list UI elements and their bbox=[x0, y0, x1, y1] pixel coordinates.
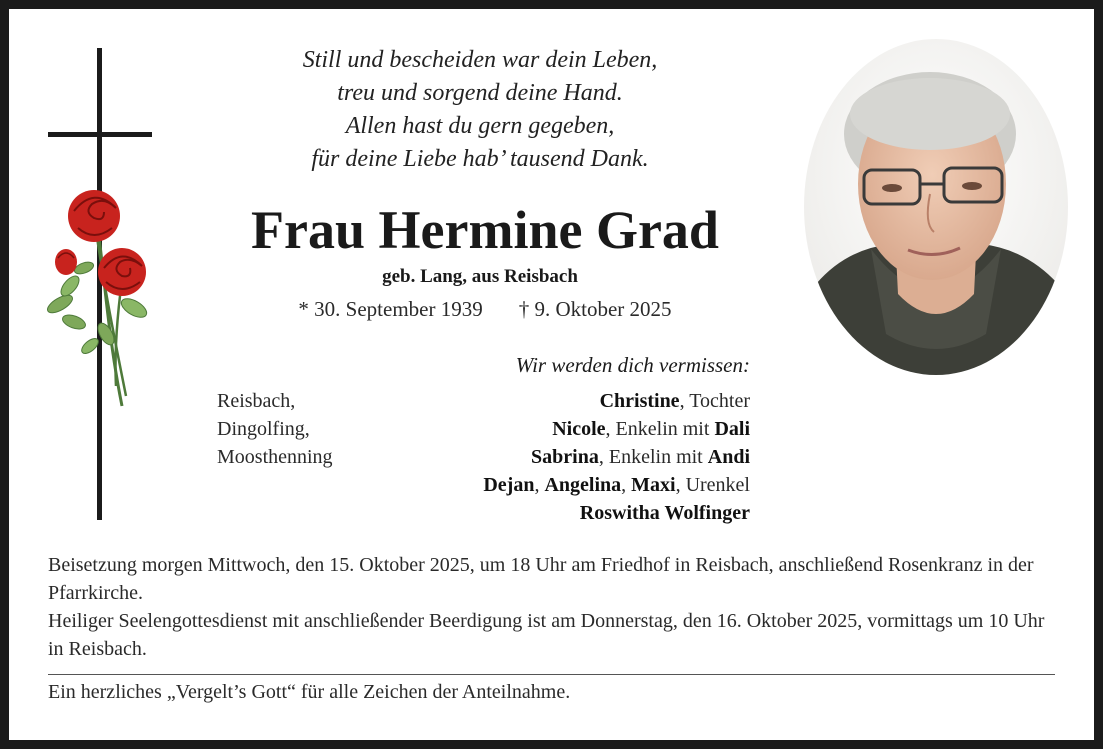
mourner-relation: , Tochter bbox=[679, 390, 750, 412]
poem bbox=[235, 44, 725, 176]
place: Reisbach, bbox=[217, 390, 296, 412]
places-list bbox=[217, 387, 333, 471]
divider bbox=[48, 674, 1055, 675]
place: Moosthenning bbox=[217, 446, 333, 468]
mourner-name: Dejan bbox=[483, 474, 535, 496]
thanks-line: Ein herzliches „Vergelt’s Gott“ für alle Zeichen der Anteilnahme. bbox=[48, 681, 571, 703]
portrait-photo bbox=[796, 34, 1076, 380]
mourners-list bbox=[400, 387, 750, 527]
mourner-name: Roswitha Wolfinger bbox=[579, 502, 750, 524]
birth-date: 30. September 1939 bbox=[314, 297, 483, 321]
funeral-paragraph: Beisetzung morgen Mittwoch, den 15. Oktober 2025, um 18 Uhr am Friedhof in Reisbach, anschließend Rosenkranz in der Pfarrkirche. bbox=[48, 554, 1034, 604]
mourner-name: Christine bbox=[599, 390, 680, 412]
mourner-relation: , Enkelin mit bbox=[598, 446, 708, 468]
born-name: geb. Lang, aus Reisbach bbox=[382, 266, 578, 287]
life-dates bbox=[200, 297, 770, 322]
mourner-line bbox=[400, 415, 750, 443]
poem-line: für deine Liebe hab’ tausend Dank. bbox=[311, 146, 649, 172]
mourner-name: Dali bbox=[714, 418, 750, 440]
mourner-line bbox=[400, 499, 750, 527]
mourner-name: Maxi bbox=[631, 474, 676, 496]
rose-middle bbox=[98, 248, 146, 296]
mourner-line bbox=[400, 443, 750, 471]
deceased-name: Frau Hermine Grad bbox=[251, 200, 719, 260]
death-date: 9. Oktober 2025 bbox=[534, 297, 672, 321]
funeral-info bbox=[48, 551, 1058, 663]
mourner-name: Sabrina bbox=[531, 446, 599, 468]
mourner-relation: , bbox=[621, 474, 632, 496]
mourner-relation: , bbox=[534, 474, 545, 496]
cross-with-roses-icon bbox=[44, 46, 156, 522]
mourners-heading: Wir werden dich vermissen: bbox=[515, 353, 750, 377]
mourner-relation: , Urenkel bbox=[675, 474, 750, 496]
funeral-paragraph: Heiliger Seelengottesdienst mit anschließender Beerdigung ist am Donnerstag, den 16. Oktober 2025, vormittags um 10 Uhr in Reisbach. bbox=[48, 610, 1045, 660]
poem-line: treu und sorgend deine Hand. bbox=[337, 80, 623, 106]
birth-symbol: * bbox=[298, 297, 309, 321]
poem-line: Allen hast du gern gegeben, bbox=[345, 113, 615, 139]
place: Dingolfing, bbox=[217, 418, 310, 440]
mourner-relation: , Enkelin mit bbox=[605, 418, 715, 440]
mourner-name: Andi bbox=[707, 446, 750, 468]
rose-top bbox=[68, 190, 120, 242]
mourner-line bbox=[400, 387, 750, 415]
mourner-line bbox=[400, 471, 750, 499]
death-symbol: † bbox=[518, 297, 530, 321]
mourner-name: Angelina bbox=[544, 474, 622, 496]
mourner-name: Nicole bbox=[552, 418, 606, 440]
poem-line: Still und bescheiden war dein Leben, bbox=[302, 47, 658, 73]
rose-bud bbox=[55, 249, 77, 275]
